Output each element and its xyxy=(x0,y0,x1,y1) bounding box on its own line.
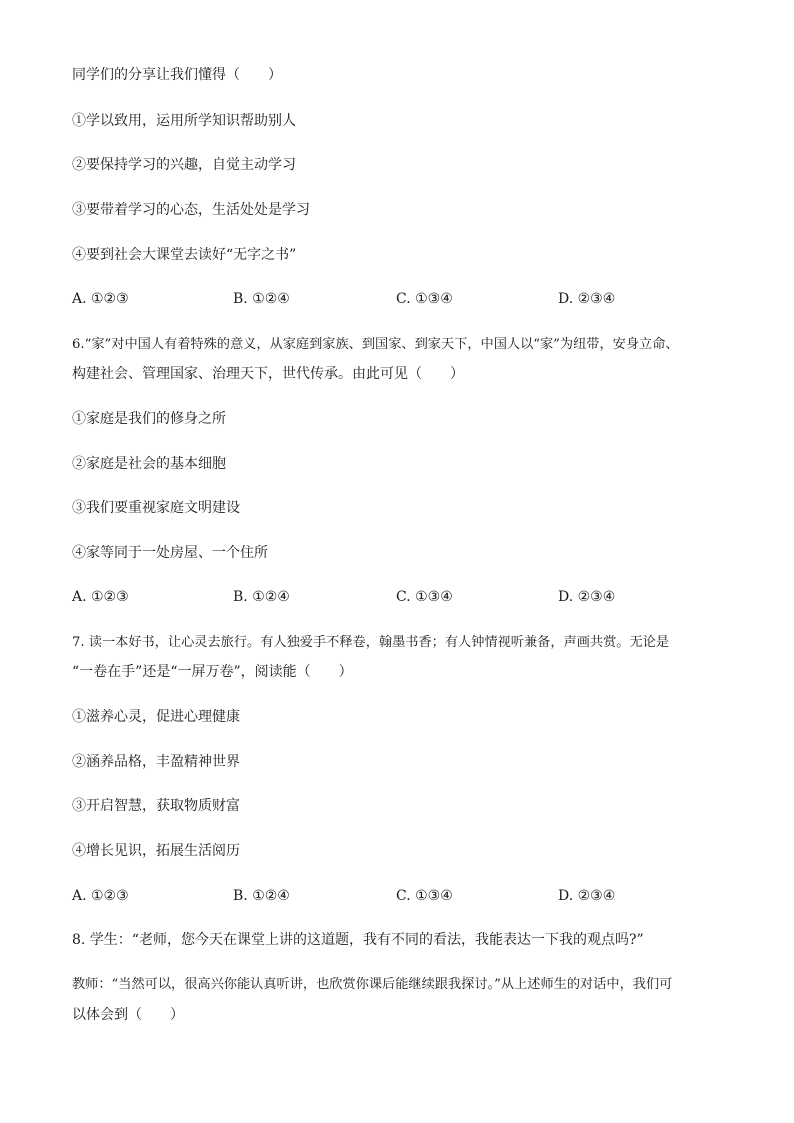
q6-item-1: ①家庭是我们的修身之所 xyxy=(72,411,226,427)
q5-item-4: ④要到社会大课堂去读好“无字之书” xyxy=(72,247,297,263)
q7-option-b: B. ①②④ xyxy=(233,888,290,904)
q7-option-d: D. ②③④ xyxy=(558,888,616,904)
q5-option-d: D. ②③④ xyxy=(558,291,616,307)
q7-item-3: ③开启智慧，获取物质财富 xyxy=(72,798,240,814)
q5-item-1: ①学以致用，运用所学知识帮助别人 xyxy=(72,113,296,129)
q5-option-c: C. ①③④ xyxy=(396,291,453,307)
q5-item-3: ③要带着学习的心态，生活处处是学习 xyxy=(72,202,310,218)
question-6-stem-line-1: 6.“家”对中国人有着特殊的意义，从家庭到家族、到国家、到家天下，中国人以“家”为纽带，安身立命、 xyxy=(72,337,679,352)
q6-option-d: D. ②③④ xyxy=(558,589,616,605)
q6-item-3: ③我们要重视家庭文明建设 xyxy=(72,500,240,516)
q6-option-a: A. ①②③ xyxy=(72,589,129,605)
question-8-line-2: 教师：“当然可以，很高兴你能认真听讲，也欣赏你课后能继续跟我探讨。”从上述师生的对话中，我们可 xyxy=(72,977,673,992)
q7-item-4: ④增长见识，拓展生活阅历 xyxy=(72,843,240,859)
question-5-intro: 同学们的分享让我们懂得（ ） xyxy=(72,67,282,83)
question-8-line-3: 以体会到（ ） xyxy=(72,1007,184,1023)
q7-option-a: A. ①②③ xyxy=(72,888,129,904)
question-7-stem-line-1: 7. 读一本好书，让心灵去旅行。有人独爱手不释卷，翰墨书香；有人钟情视听兼备，声画共赏。无论是 xyxy=(72,635,670,650)
q5-item-2: ②要保持学习的兴趣，自觉主动学习 xyxy=(72,157,296,173)
question-8-line-1: 8. 学生：“老师，您今天在课堂上讲的这道题，我有不同的看法，我能表达一下我的观点吗?” xyxy=(72,932,644,948)
q5-option-b: B. ①②④ xyxy=(233,291,290,307)
q5-option-a: A. ①②③ xyxy=(72,291,129,307)
question-6-stem-line-2: 构建社会、管理国家、治理天下，世代传承。由此可见（ ） xyxy=(72,366,464,382)
question-7-stem-line-2: “一卷在手”还是“一屏万卷”，阅读能（ ） xyxy=(72,664,353,680)
q7-option-c: C. ①③④ xyxy=(396,888,453,904)
q6-option-b: B. ①②④ xyxy=(233,589,290,605)
q6-item-2: ②家庭是社会的基本细胞 xyxy=(72,456,226,472)
q6-item-4: ④家等同于一处房屋、一个住所 xyxy=(72,545,268,561)
q7-item-1: ①滋养心灵，促进心理健康 xyxy=(72,709,240,725)
q6-option-c: C. ①③④ xyxy=(396,589,453,605)
q7-item-2: ②涵养品格，丰盈精神世界 xyxy=(72,754,240,770)
